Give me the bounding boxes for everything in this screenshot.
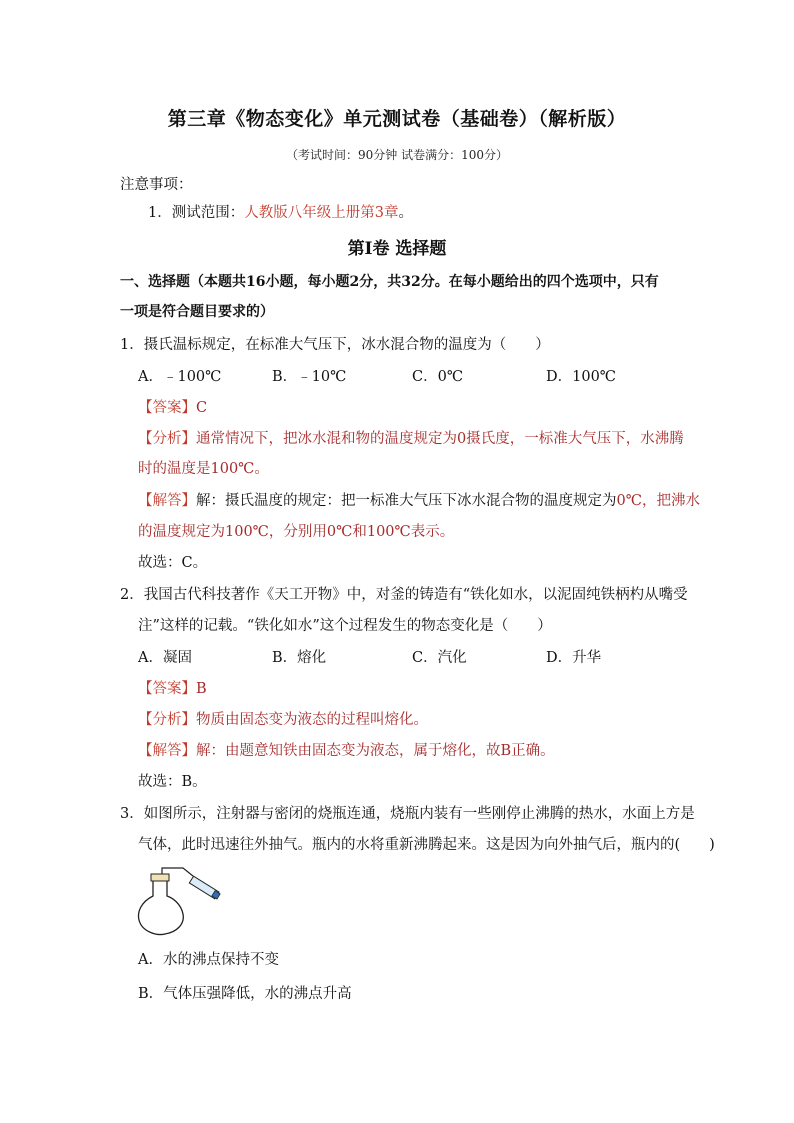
q1-answer-tag: 【答案】 [138, 400, 196, 416]
q1-analysis-tag: 【分析】 [138, 431, 196, 447]
q2-solution-text: 解：由题意知铁由固态变为液态，属于熔化，故B正确。 [196, 743, 555, 759]
q2-choose: 故选：B。 [138, 774, 207, 790]
q2-option-d: D．升华 [546, 650, 602, 666]
notes-heading: 注意事项： [120, 177, 193, 193]
q2-answer [138, 679, 207, 699]
notes-item-1-prefix: 1．测试范围： [148, 205, 245, 221]
q1-analysis-line1 [138, 429, 684, 449]
q1-option-d: D．100℃ [546, 369, 617, 385]
flask-syringe-figure [135, 866, 225, 936]
q3-option-b: B．气体压强降低，水的沸点升高 [138, 986, 352, 1002]
q1-solution-line2: 的温度规定为100℃，分别用0℃和100℃表示。 [138, 524, 455, 540]
q2-analysis-tag: 【分析】 [138, 712, 196, 728]
q1-solution-tag: 【解答】 [138, 493, 196, 509]
q2-solution [138, 741, 555, 761]
q1-analysis-line2: 时的温度是100℃。 [138, 461, 269, 477]
q1-option-c: C．0℃ [412, 369, 464, 385]
q1-option-b: B．﹣10℃ [272, 369, 347, 385]
q1-solution-text-a: 解：摄氏温度的规定：把一标准大气压下冰水混合物的温度规定为 [196, 493, 617, 509]
q2-option-b: B．熔化 [272, 650, 327, 666]
test-scope: 人教版八年级上册第3章 [244, 205, 399, 221]
q3-stem-line2: 气体，此时迅速往外抽气。瓶内的水将重新沸腾起来。这是因为向外抽气后，瓶内的( ) [138, 837, 715, 853]
q2-solution-tag: 【解答】 [138, 743, 196, 759]
q3-option-a: A．水的沸点保持不变 [138, 952, 279, 968]
q2-stem-line1: 2．我国古代科技著作《天工开物》中，对釜的铸造有“铁化如水，以泥固纯铁柄杓从嘴受 [120, 587, 688, 603]
flask-stopper [151, 874, 169, 881]
q1-solution-text-b: 0℃，把沸水 [616, 493, 700, 509]
q2-analysis [138, 710, 428, 730]
q1-choose: 故选：C。 [138, 555, 208, 571]
syringe [189, 876, 220, 900]
section-title: 第Ⅰ卷 选择题 [347, 239, 447, 259]
q2-analysis-text: 物质由固态变为液态的过程叫熔化。 [196, 712, 428, 728]
q2-option-c: C．汽化 [412, 650, 467, 666]
section-instruction-line2: 一项是符合题目要求的） [120, 304, 274, 320]
notes-item-1 [148, 203, 413, 223]
q2-stem-line2: 注”这样的记载。“铁化如水”这个过程发生的物态变化是（ ） [138, 618, 552, 634]
document-title: 第三章《物态变化》单元测试卷（基础卷）（解析版） [167, 108, 627, 130]
q1-answer [138, 398, 207, 418]
exam-info: （考试时间：90分钟 试卷满分：100分） [286, 148, 508, 162]
section-instruction-line1: 一、选择题（本题共16小题，每小题2分，共32分。在每小题给出的四个选项中，只有 [120, 274, 659, 290]
q2-answer-value: B [196, 681, 207, 697]
flask-shape [139, 880, 184, 934]
q1-solution-line1 [138, 491, 700, 511]
q1-stem: 1．摄氏温标规定，在标准大气压下，冰水混合物的温度为（ ） [120, 337, 550, 353]
notes-item-1-suffix: 。 [398, 205, 413, 221]
q2-answer-tag: 【答案】 [138, 681, 196, 697]
q1-option-a: A．﹣100℃ [138, 369, 222, 385]
q2-option-a: A．凝固 [138, 650, 192, 666]
q3-stem-line1: 3．如图所示，注射器与密闭的烧瓶连通，烧瓶内装有一些刚停止沸腾的热水，水面上方是 [120, 806, 695, 822]
q1-analysis-text: 通常情况下，把冰水混和物的温度规定为0摄氏度，一标准大气压下，水沸腾 [196, 431, 684, 447]
q1-answer-value: C [196, 400, 208, 416]
